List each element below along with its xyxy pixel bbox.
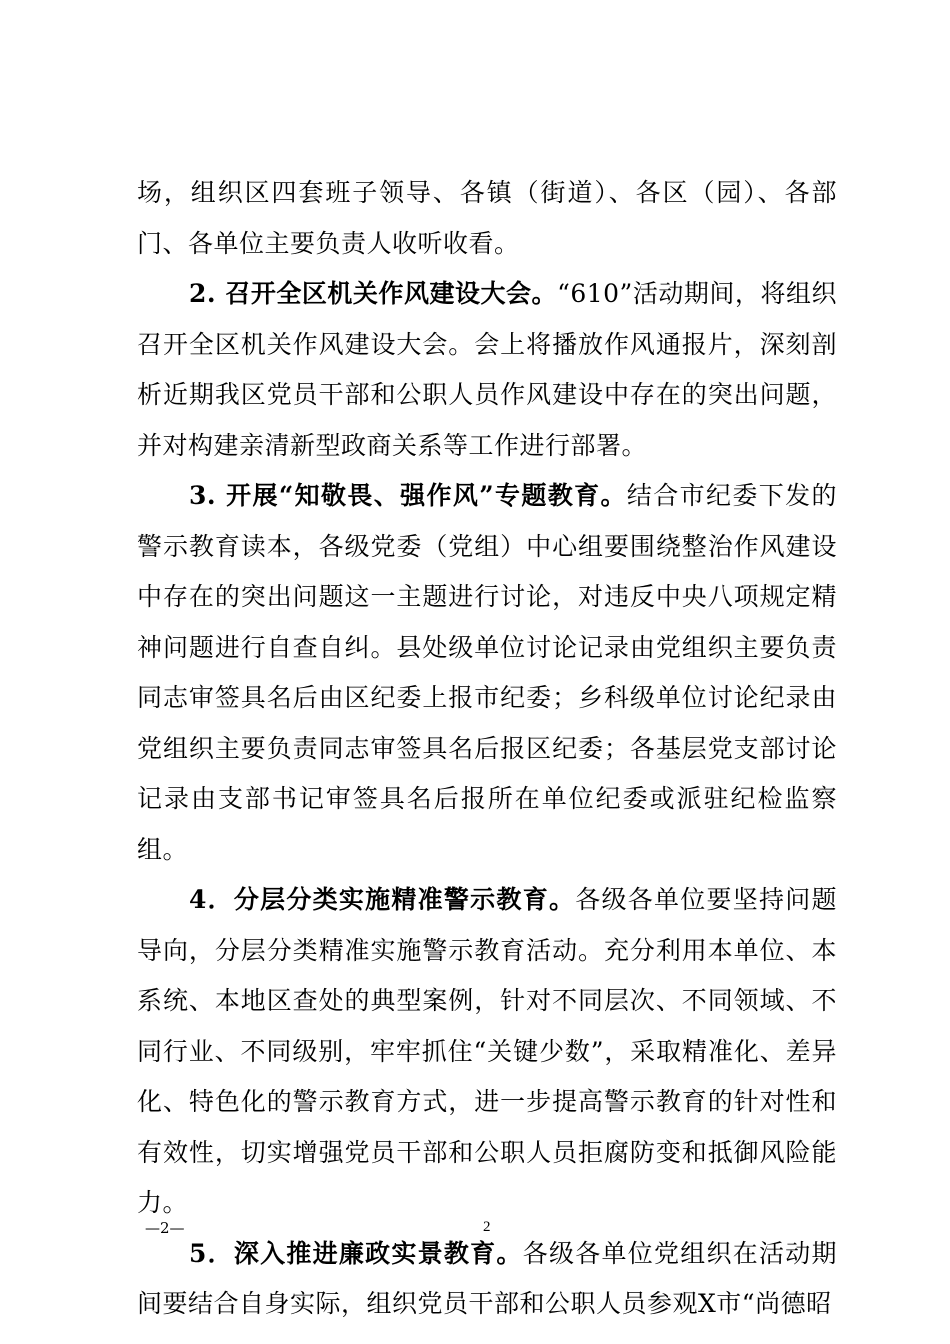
paragraph-body: 场，组织区四套班子领导、各镇（街道）、各区（园）、各部门、各单位主要负责人收听收看。: [137, 178, 837, 258]
footer-page-number: 2: [483, 1219, 491, 1235]
paragraph-body: 结合市纪委下发的警示教育读本，各级党委（党组）中心组要围绕整治作风建设中存在的突出问题这一主题进行讨论，对违反中央八项规定精神问题进行自查自纠。县处级单位讨论记录由党组织主要负责同志审签具名后由区纪委上报市纪委；乡科级单位讨论纪录由党组织主要负责同志审签具名后报区纪委；各基层党支部讨论记录由支部书记审签具名后报所在单位纪委或派驻纪检监察组。: [137, 481, 837, 864]
footer-page-marker: —2—: [145, 1219, 185, 1237]
paragraph-item-4: [137, 875, 837, 1229]
paragraph-heading: 3. 开展“知敬畏、强作风”专题教育。: [189, 481, 627, 510]
paragraph-body: 各级各单位要坚持问题导向，分层分类精准实施警示教育活动。充分利用本单位、本系统、本地区查处的典型案例，针对不同层次、不同领域、不同行业、不同级别，牢牢抓住“关键少数”，采取精准化、差异化、特色化的警示教育方式，进一步提高警示教育的针对性和有效性，切实增强党员干部和公职人员拒腐防变和抵御风险能力。: [137, 885, 837, 1217]
paragraph-body: “610”活动期间，将组织召开全区机关作风建设大会。会上将播放作风通报片，深刻剖析近期我区党员干部和公职人员作风建设中存在的突出问题，并对构建亲清新型政商关系等工作进行部署。: [137, 279, 837, 460]
paragraph-item-5: [137, 1229, 837, 1330]
body-text: [137, 168, 837, 1330]
paragraph-item-3: [137, 471, 837, 875]
paragraph-heading: 2. 召开全区机关作风建设大会。: [189, 279, 558, 308]
paragraph-heading: 4．分层分类实施精准警示教育。: [189, 885, 576, 914]
paragraph-body: 各级各单位党组织在活动期间要结合自身实际，组织党员干部和公职人员参观X市“尚德昭: [137, 1238, 837, 1318]
paragraph-continuation: [137, 168, 837, 269]
paragraph-heading: 5．深入推进廉政实景教育。: [189, 1238, 523, 1268]
paragraph-item-2: [137, 269, 837, 471]
